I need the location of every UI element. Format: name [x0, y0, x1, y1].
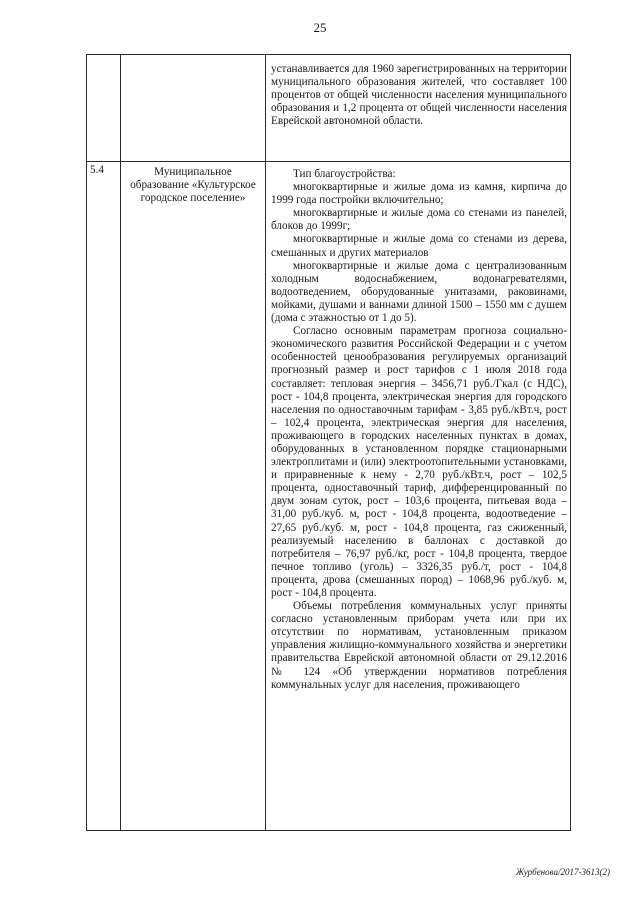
municipality-name: Муниципальное образование «Культурское городское поселение» [121, 162, 266, 831]
description-cell [266, 162, 571, 831]
paragraph: многоквартирные и жилые дома с централизованным холодным водоснабжением, водонагревателями, водоотведением, оборудованные унитазами, раковинами, мойками, душами и ваннами длиной 1500 – 1550 мм с душем (дома с этажностью от 1 до 5). [271, 259, 567, 325]
paragraph: Объемы потребления коммунальных услуг приняты согласно установленным приборам учета или при их отсутствии по нормативам, установленным приказом управления жилищно-коммунального хозяйства и энергетики правительства Еврейской автономной области от 29.12.2016 № 124 «Об утверждении нормативов потребления коммунальных услуг для населения, проживающего [271, 600, 567, 691]
tariff-table [86, 54, 571, 831]
paragraph: многоквартирные и жилые дома со стенами из дерева, смешанных и других материалов [271, 233, 567, 259]
paragraph: многоквартирные и жилые дома со стенами из панелей, блоков до 1999г; [271, 207, 567, 233]
paragraph: многоквартирные и жилые дома из камня, кирпича до 1999 года постройки включительно; [271, 181, 567, 207]
table-row [87, 55, 571, 162]
municipality-name [121, 55, 266, 162]
row-number [87, 55, 121, 162]
description-cell [266, 55, 571, 162]
document-footer: Журбенова/2017-3613(2) [515, 867, 610, 877]
paragraph: устанавливается для 1960 зарегистрированных на территории муниципального образования жителей, что составляет 100 процентов от общей численности населения муниципального образования и 1,2 процента от общей численности населения Еврейской автономной области. [271, 63, 567, 128]
description-text [271, 168, 567, 830]
row-number: 5.4 [87, 162, 121, 831]
page-number: 25 [313, 20, 327, 35]
paragraph: Согласно основным параметрам прогноза социально-экономического развития Российской Федерации и с учетом особенностей ценообразования регулируемых организаций прогнозный размер и рост тарифов с 1 июля 2018 года составляет: тепловая энергия – 3456,71 руб./Гкал (с НДС), рост - 104,8 процента, электрическая энергия для городского населения по одноставочным тарифам - 3,85 руб./кВт.ч, рост – 102,4 процента, электрическая энергия для населения, проживающего в городских населенных пунктах в домах, оборудованных в установленном порядке стационарными электроплитами и (или) электроотопительными установками, и приравненные к нему - 2,70 руб./кВт.ч, рост – 102,5 процента, одноставочный тариф, дифференцированный по двум зонам суток, рост – 103,6 процента, питьевая вода – 31,00 руб./куб. м, рост - 104,8 процента, водоотведение – 27,65 руб./куб. м, рост - 104,8 процента, газ сжиженный, реализуемый населению в баллонах с доставкой до потребителя – 76,97 руб./кг, рост - 104,8 процента, твердое печное топливо (уголь) – 3326,35 руб./т, рост - 104,8 процента, дрова (смешанных пород) – 1068,96 руб./куб. м, рост - 104,8 процента. [271, 325, 567, 599]
paragraph: Тип благоустройства: [293, 168, 396, 180]
table-row [87, 162, 571, 831]
